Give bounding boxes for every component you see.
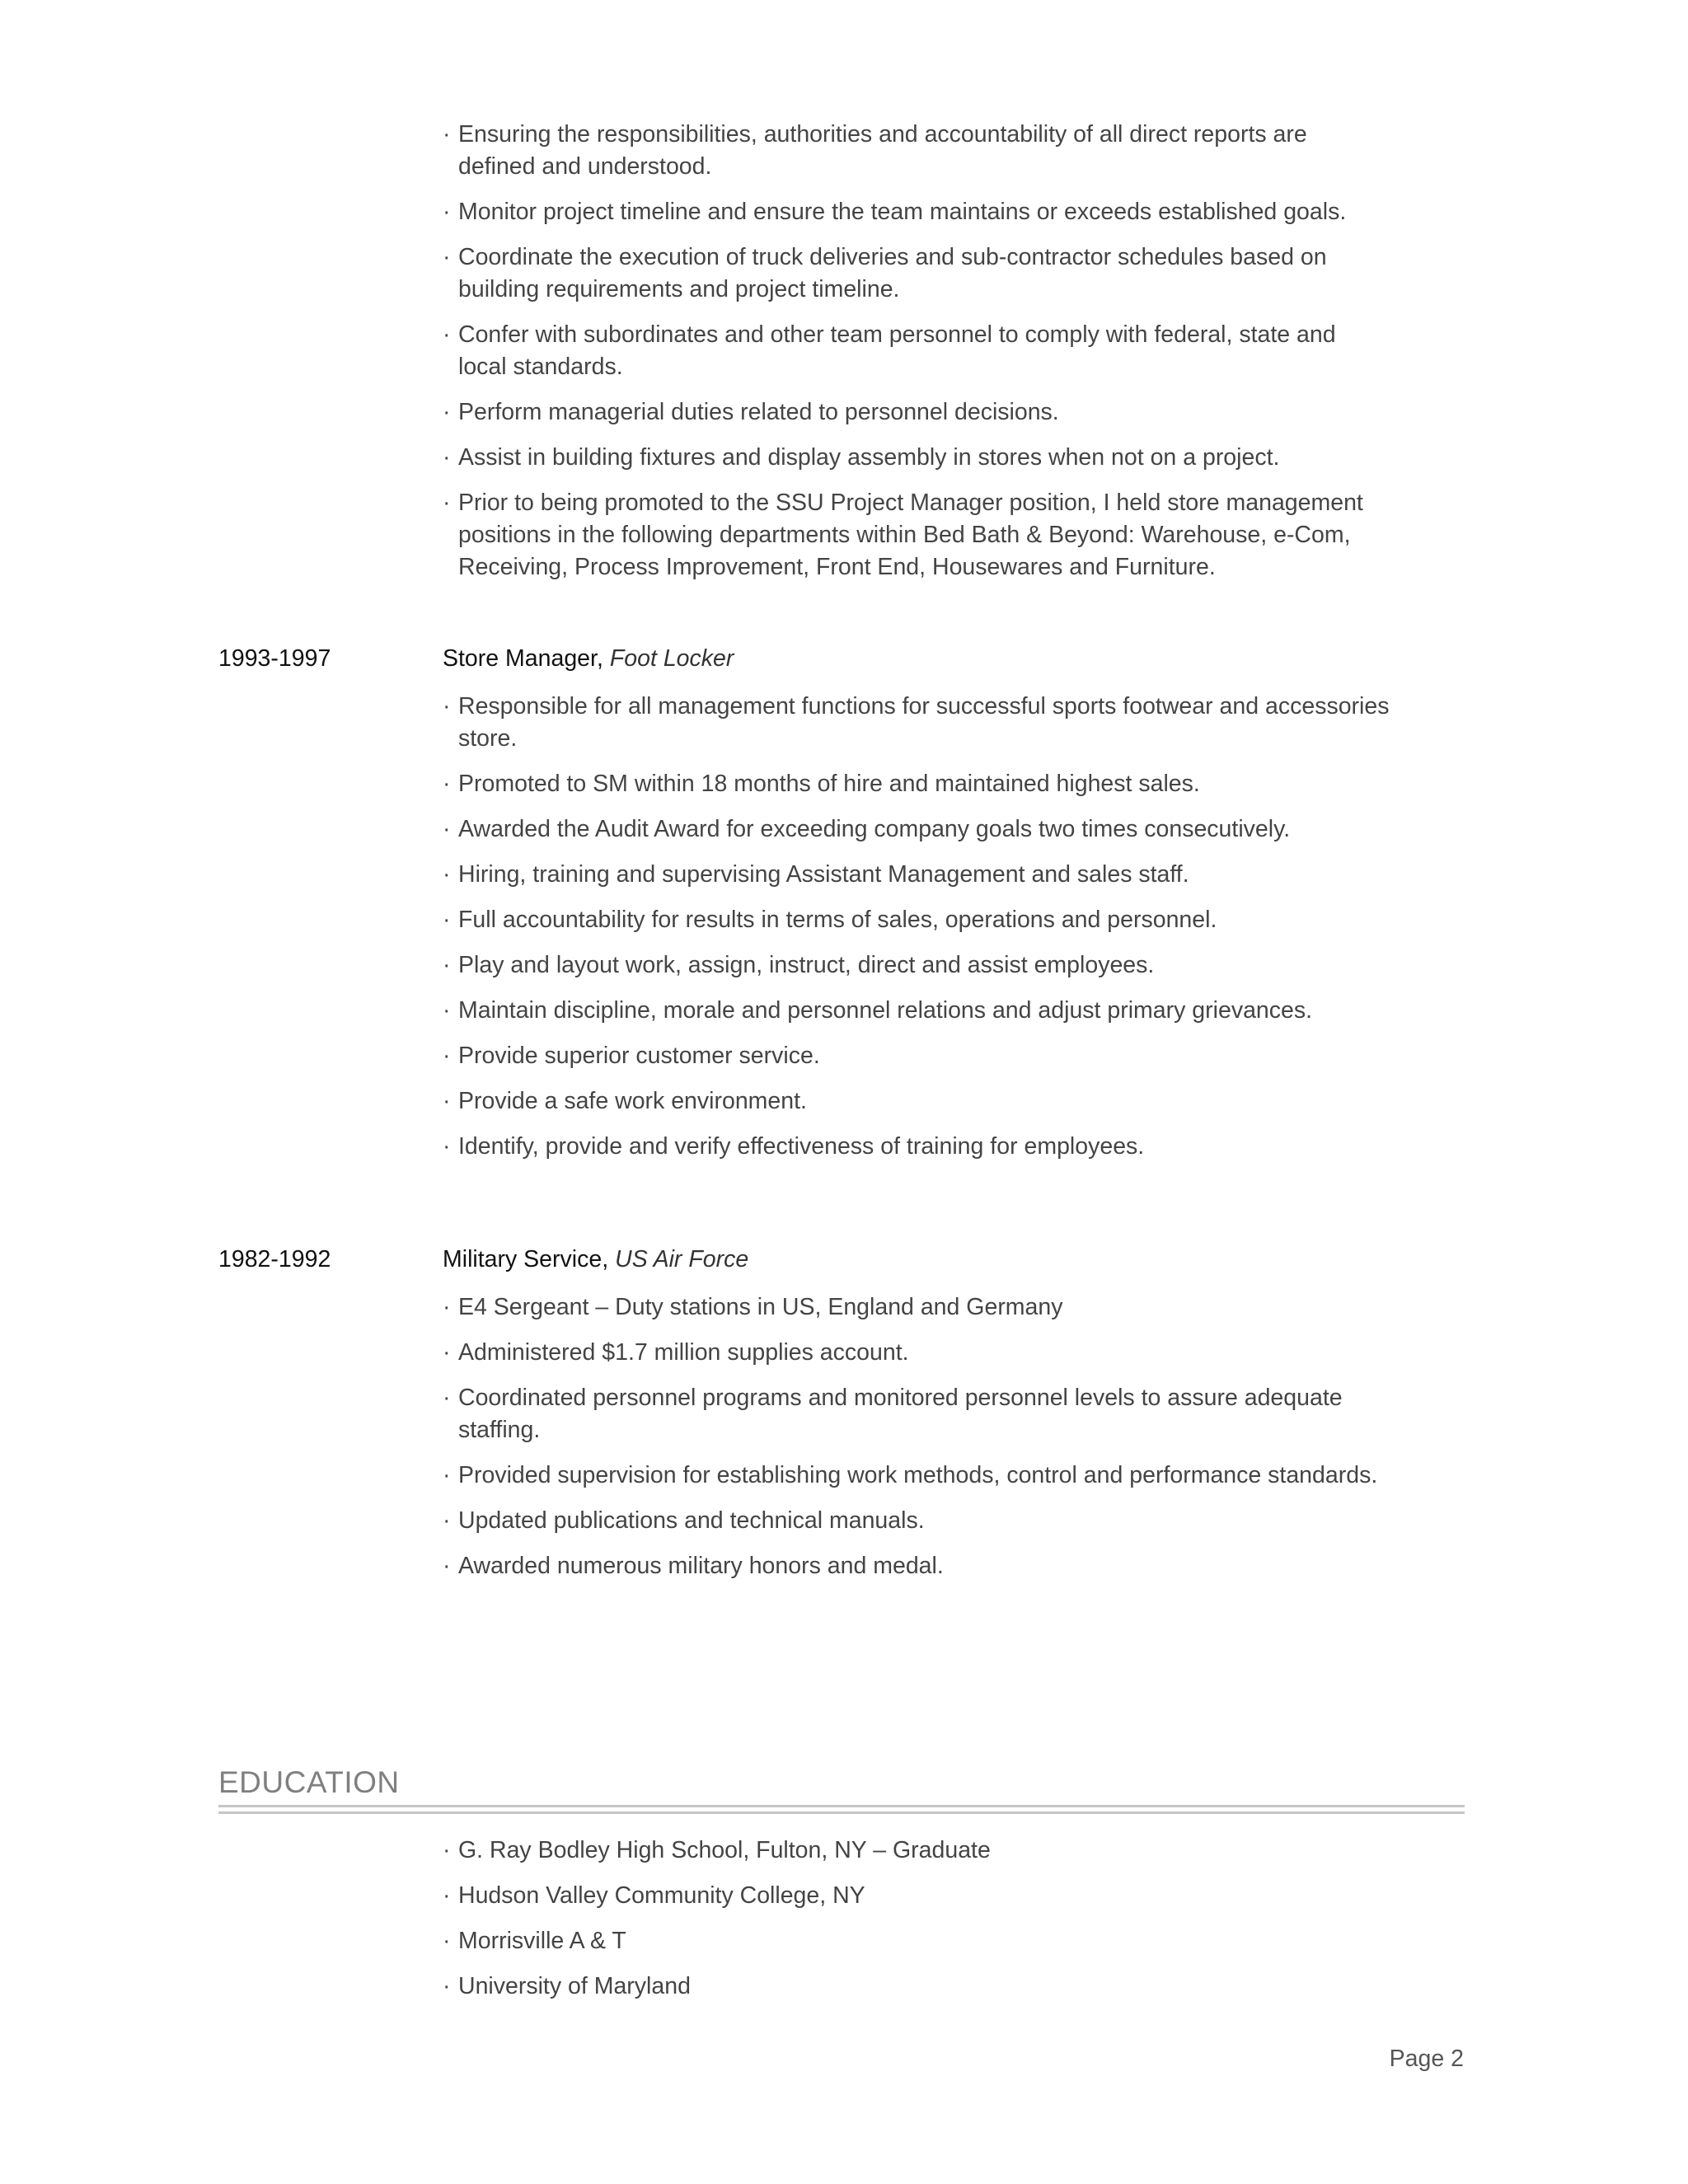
bullet-item: · Assist in building fixtures and display assembly in stores when not on a project. xyxy=(443,444,1280,471)
bullet-text: Responsible for all management functions for successful sports footwear and accessories store. xyxy=(458,693,1390,752)
education-text: University of Maryland xyxy=(458,1973,691,1999)
bullet-item: · Maintain discipline, morale and personnel relations and adjust primary grievances. xyxy=(443,997,1313,1024)
education-item: · Morrisville A & T xyxy=(443,1928,626,1954)
bullet-text: Ensuring the responsibilities, authorities and accountability of all direct reports are defined and understood. xyxy=(458,121,1307,180)
education-text: G. Ray Bodley High School, Fulton, NY – Graduate xyxy=(458,1837,991,1863)
education-list xyxy=(443,1835,1390,2016)
bullet-text: Full accountability for results in terms of sales, operations and personnel. xyxy=(458,907,1217,933)
bullet-item: · Play and layout work, assign, instruct, direct and assist employees. xyxy=(443,952,1155,978)
education-item: · G. Ray Bodley High School, Fulton, NY – Graduate xyxy=(443,1837,991,1863)
job-position: Store Manager, xyxy=(443,645,603,672)
bullet-item: · Identify, provide and verify effectiveness of training for employees. xyxy=(443,1133,1145,1160)
bullet-text: Monitor project timeline and ensure the team maintains or exceeds established goals. xyxy=(458,199,1347,225)
bullet-item: · Promoted to SM within 18 months of hire and maintained highest sales. xyxy=(443,771,1200,797)
bullet-text: Awarded the Audit Award for exceeding company goals two times consecutively. xyxy=(458,816,1291,842)
bullet-item: · Coordinate the execution of truck deliveries and sub-contractor schedules based on building requirements and project timeline. xyxy=(443,244,1327,302)
bullet-item: · Confer with subordinates and other team personnel to comply with federal, state and local standards. xyxy=(443,321,1336,380)
bullet-text: Identify, provide and verify effectiveness of training for employees. xyxy=(458,1133,1145,1160)
page-number: Page 2 xyxy=(1389,2046,1464,2072)
bullet-item: · Administered $1.7 million supplies account. xyxy=(443,1339,909,1366)
bullet-text: Hiring, training and supervising Assistant Management and sales staff. xyxy=(458,861,1189,888)
bullet-text: Assist in building fixtures and display assembly in stores when not on a project. xyxy=(458,444,1280,471)
bullet-text: Maintain discipline, morale and personnel relations and adjust primary grievances. xyxy=(458,997,1313,1024)
previous-job-bullets xyxy=(443,119,1390,597)
bullet-text: Provide a safe work environment. xyxy=(458,1088,807,1114)
job-years: 1982-1992 xyxy=(218,1246,331,1272)
bullet-text: Coordinated personnel programs and monitored personnel levels to assure adequate staffing. xyxy=(458,1385,1343,1443)
bullet-text: Provide superior customer service. xyxy=(458,1043,820,1069)
bullet-item: · Monitor project timeline and ensure the team maintains or exceeds established goals. xyxy=(443,199,1347,225)
bullet-text: Provided supervision for establishing work methods, control and performance standards. xyxy=(458,1462,1378,1488)
bullet-item: · Provided supervision for establishing work methods, control and performance standards. xyxy=(443,1462,1378,1488)
bullet-item: · Full accountability for results in terms of sales, operations and personnel. xyxy=(443,907,1217,933)
job-title xyxy=(443,643,734,675)
section-divider xyxy=(218,1805,1465,1807)
job-company: US Air Force xyxy=(615,1246,749,1272)
bullet-text: Awarded numerous military honors and medal. xyxy=(458,1553,944,1579)
job-position: Military Service, xyxy=(443,1246,609,1272)
bullet-item: · Perform managerial duties related to personnel decisions. xyxy=(443,399,1059,425)
education-text: Hudson Valley Community College, NY xyxy=(458,1882,865,1909)
bullet-item: · Prior to being promoted to the SSU Project Manager position, I held store management positions in the following departments within Bed Bath & Beyond: Warehouse, e-Com, Receiving, Process Improvement, Front End, Housewares and Furniture. xyxy=(443,490,1363,580)
section-divider xyxy=(218,1811,1465,1814)
bullet-item: · Awarded the Audit Award for exceeding company goals two times consecutively. xyxy=(443,816,1291,842)
bullet-text: Confer with subordinates and other team personnel to comply with federal, state and local standards. xyxy=(458,321,1336,380)
bullet-item: · Responsible for all management functions for successful sports footwear and accessories store. xyxy=(443,693,1390,752)
education-text: Morrisville A & T xyxy=(458,1928,626,1954)
bullet-item: · E4 Sergeant – Duty stations in US, England and Germany xyxy=(443,1294,1063,1320)
bullet-text: Promoted to SM within 18 months of hire and maintained highest sales. xyxy=(458,771,1200,797)
bullet-text: Updated publications and technical manuals. xyxy=(458,1507,925,1534)
bullet-item: · Updated publications and technical manuals. xyxy=(443,1507,925,1534)
bullet-text: E4 Sergeant – Duty stations in US, England and Germany xyxy=(458,1294,1063,1320)
bullet-item: · Hiring, training and supervising Assistant Management and sales staff. xyxy=(443,861,1189,888)
job-bullets xyxy=(443,691,1390,1176)
job-company: Foot Locker xyxy=(609,645,734,672)
bullet-item: · Provide superior customer service. xyxy=(443,1043,820,1069)
job-years: 1993-1997 xyxy=(218,645,331,672)
bullet-text: Prior to being promoted to the SSU Project Manager position, I held store management positions in the following departments within Bed Bath & Beyond: Warehouse, e-Com, Receiving, Process Improvement, Front End, Housewares and Furniture. xyxy=(458,490,1363,580)
bullet-item: · Awarded numerous military honors and medal. xyxy=(443,1553,944,1579)
education-item: · University of Maryland xyxy=(443,1973,691,1999)
job-title xyxy=(443,1244,748,1276)
bullet-item: · Provide a safe work environment. xyxy=(443,1088,807,1114)
bullet-item: · Ensuring the responsibilities, authorities and accountability of all direct reports are defined and understood. xyxy=(443,121,1307,180)
education-item: · Hudson Valley Community College, NY xyxy=(443,1882,865,1909)
bullet-text: Play and layout work, assign, instruct, direct and assist employees. xyxy=(458,952,1155,978)
bullet-item: · Coordinated personnel programs and monitored personnel levels to assure adequate staffing. xyxy=(443,1385,1343,1443)
job-bullets xyxy=(443,1291,1390,1596)
bullet-text: Coordinate the execution of truck deliveries and sub-contractor schedules based on building requirements and project timeline. xyxy=(458,244,1327,302)
bullet-text: Administered $1.7 million supplies account. xyxy=(458,1339,909,1366)
education-heading: EDUCATION xyxy=(218,1765,400,1799)
bullet-text: Perform managerial duties related to personnel decisions. xyxy=(458,399,1059,425)
